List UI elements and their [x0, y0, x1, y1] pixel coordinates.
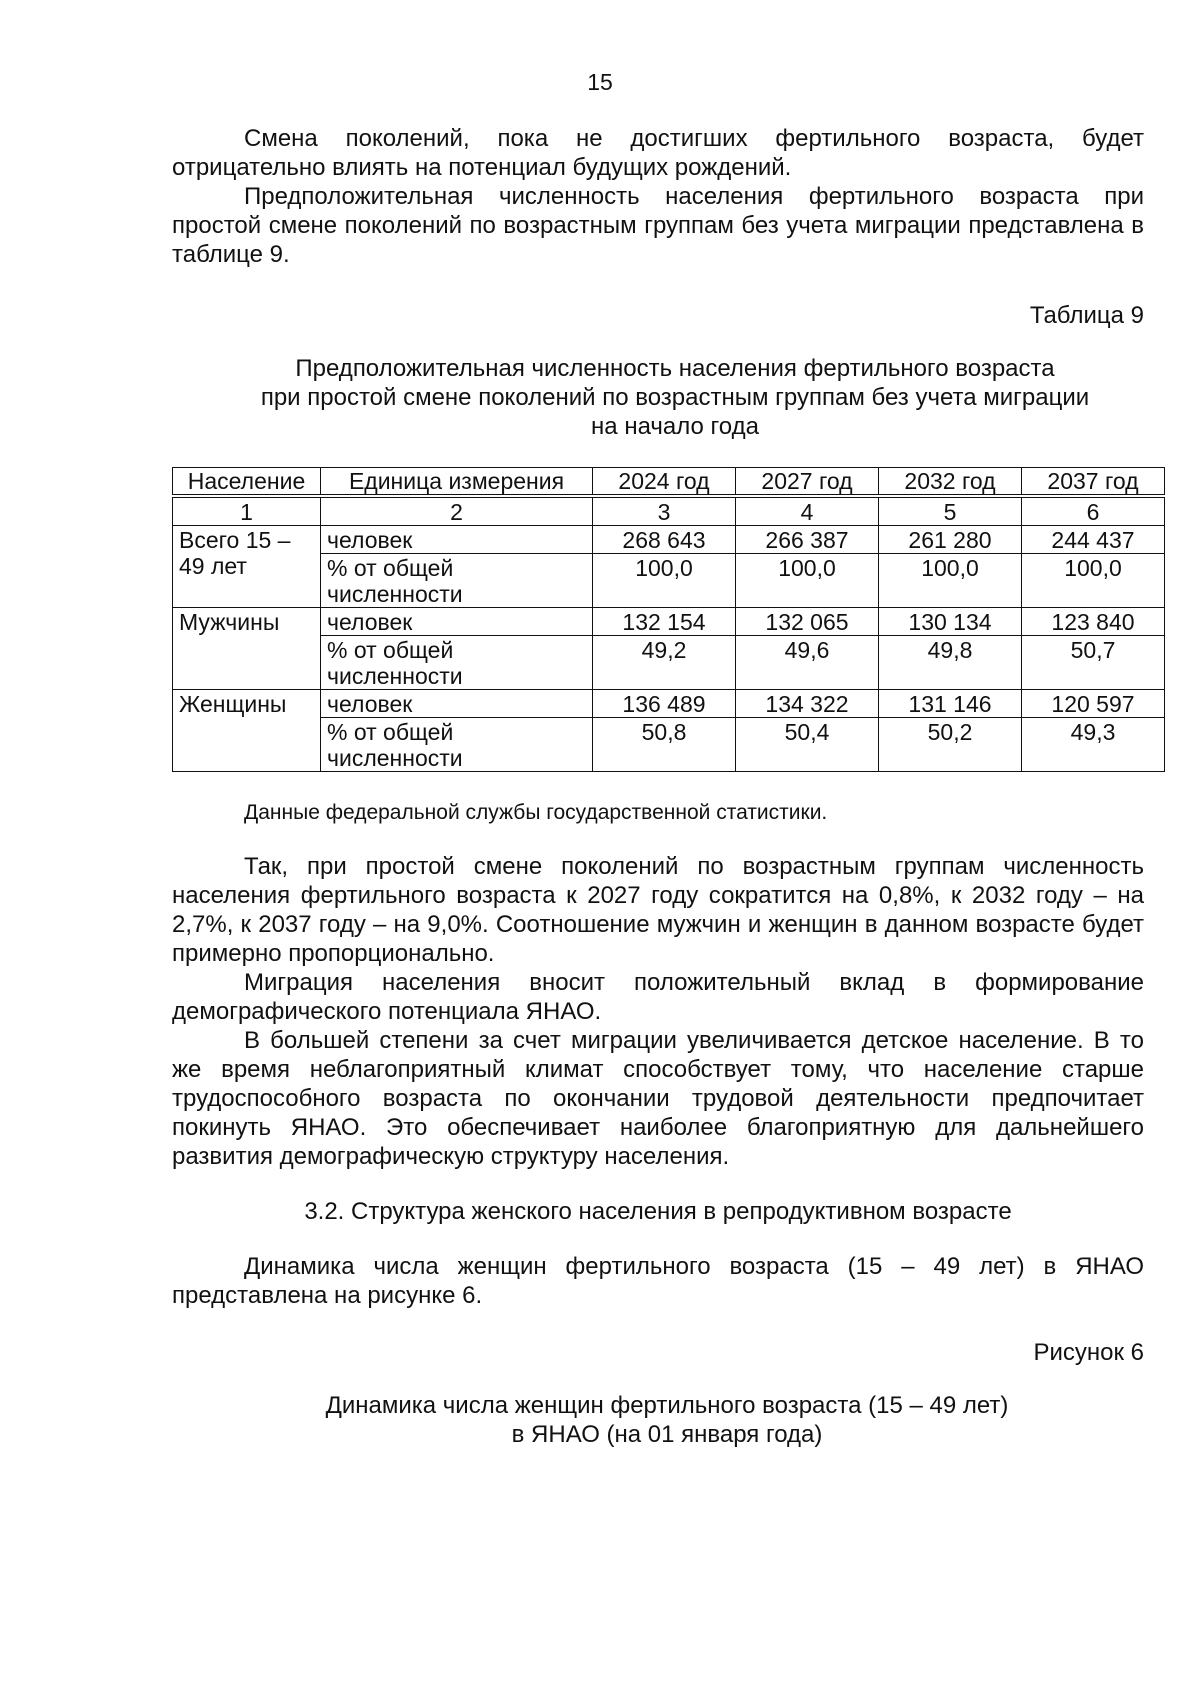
unit-cell: человек — [321, 608, 593, 636]
value-cell: 244 437 — [1022, 526, 1165, 554]
header-unit: Единица измерения — [321, 468, 593, 497]
column-number: 4 — [736, 496, 879, 526]
table-row — [173, 636, 1165, 690]
value-cell: 130 134 — [879, 608, 1022, 636]
value-cell: 132 065 — [736, 608, 879, 636]
value-cell: 134 322 — [736, 690, 879, 718]
table-row — [173, 718, 1165, 772]
table-title — [172, 354, 1144, 441]
value-cell: 50,4 — [736, 718, 879, 772]
unit-cell: человек — [321, 526, 593, 554]
body-paragraph-1: Так, при простой смене поколений по возрастным группам численность населения фертильного возраста к 2027 году сократится на 0,8%, к 2032 году – на 2,7%, к 2037 году – на 9,0%. Соотношение мужчин и женщин в данном возрасте будет примерно пропорционально. — [172, 853, 1144, 967]
intro-paragraph-1: Смена поколений, пока не достигших фертильного возраста, будет отрицательно влиять на потенциал будущих рождений. — [172, 125, 1144, 181]
header-population: Население — [173, 468, 321, 497]
value-cell: 131 146 — [879, 690, 1022, 718]
column-number-row — [173, 496, 1165, 526]
value-cell: 49,6 — [736, 636, 879, 690]
value-cell: 261 280 — [879, 526, 1022, 554]
group-label-total: Всего 15 – 49 лет — [173, 526, 321, 608]
figure-title-line-1: Динамика числа женщин фертильного возраста (15 – 49 лет) — [325, 1392, 1009, 1419]
value-cell: 49,2 — [593, 636, 736, 690]
section-paragraph: Динамика числа женщин фертильного возраста (15 – 49 лет) в ЯНАО представлена на рисунке 6. — [172, 1253, 1144, 1309]
value-cell: 136 489 — [593, 690, 736, 718]
value-cell: 100,0 — [1022, 554, 1165, 608]
page-number: 15 — [587, 69, 613, 95]
value-cell: 49,8 — [879, 636, 1022, 690]
table-label: Таблица 9 — [1029, 302, 1144, 329]
figure-title — [172, 1391, 1144, 1449]
header-year-2027: 2027 год — [736, 468, 879, 497]
value-cell: 132 154 — [593, 608, 736, 636]
column-number: 2 — [321, 496, 593, 526]
value-cell: 49,3 — [1022, 718, 1165, 772]
value-cell: 268 643 — [593, 526, 736, 554]
table-row — [173, 554, 1165, 608]
section-heading: 3.2. Структура женского населения в репродуктивном возрасте — [304, 1198, 1012, 1225]
table-header-row — [173, 468, 1165, 497]
column-number: 6 — [1022, 496, 1165, 526]
value-cell: 100,0 — [736, 554, 879, 608]
table-title-line-2: при простой смене поколений по возрастным группам без учета миграции — [260, 384, 1090, 411]
value-cell: 100,0 — [879, 554, 1022, 608]
column-number: 1 — [173, 496, 321, 526]
unit-cell: % от общей численности — [321, 554, 593, 608]
value-cell: 266 387 — [736, 526, 879, 554]
population-table — [172, 467, 1165, 772]
unit-cell: % от общей численности — [321, 718, 593, 772]
intro-paragraph-2: Предположительная численность населения фертильного возраста при простой смене поколений по возрастным группам без учета миграции представлена в таблице 9. — [172, 183, 1144, 268]
figure-title-line-2: в ЯНАО (на 01 января года) — [511, 1421, 823, 1448]
group-label-women: Женщины — [173, 690, 321, 772]
value-cell: 50,7 — [1022, 636, 1165, 690]
body-paragraph-3: В большей степени за счет миграции увеличивается детское население. В то же время неблагоприятный климат способствует тому, что население старше трудоспособного возраста по окончании трудовой деятельности предпочитает покинуть ЯНАО. Это обеспечивает наиболее благоприятную для дальнейшего развития демографическую структуру населения. — [172, 1027, 1144, 1170]
unit-cell: человек — [321, 690, 593, 718]
group-label-men: Мужчины — [173, 608, 321, 690]
value-cell: 50,2 — [879, 718, 1022, 772]
column-number: 5 — [879, 496, 1022, 526]
header-year-2032: 2032 год — [879, 468, 1022, 497]
value-cell: 120 597 — [1022, 690, 1165, 718]
value-cell: 123 840 — [1022, 608, 1165, 636]
table-title-line-3: на начало года — [591, 413, 759, 440]
value-cell: 100,0 — [593, 554, 736, 608]
body-paragraph-2: Миграция населения вносит положительный вклад в формирование демографического потенциала ЯНАО. — [172, 969, 1144, 1025]
header-year-2024: 2024 год — [593, 468, 736, 497]
figure-label: Рисунок 6 — [1033, 1339, 1144, 1366]
unit-cell: % от общей численности — [321, 636, 593, 690]
table-row — [173, 526, 1165, 554]
column-number: 3 — [593, 496, 736, 526]
table-title-line-1: Предположительная численность населения фертильного возраста — [295, 355, 1055, 382]
value-cell: 50,8 — [593, 718, 736, 772]
source-note: Данные федеральной службы государственной статистики. — [244, 801, 828, 824]
table-row — [173, 608, 1165, 636]
header-year-2037: 2037 год — [1022, 468, 1165, 497]
table-row — [173, 690, 1165, 718]
page-content — [172, 124, 1144, 1449]
